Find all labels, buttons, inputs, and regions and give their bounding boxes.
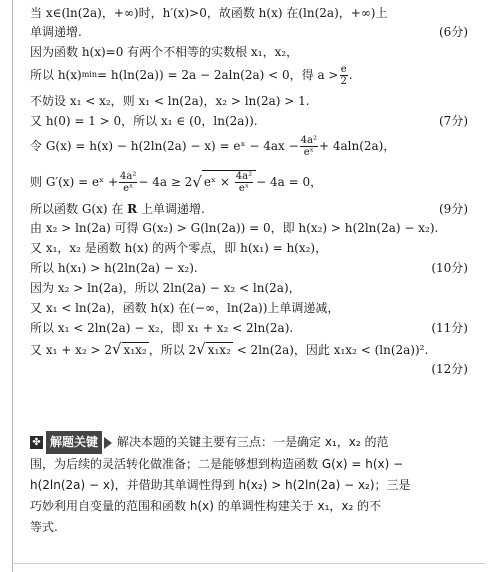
score-mark: (11分) bbox=[431, 321, 468, 335]
score-mark: (9分) bbox=[439, 202, 468, 216]
score-mark: (6分) bbox=[439, 25, 468, 39]
fraction: $\frac{e}{2}$ bbox=[340, 63, 347, 87]
page-bottom-rule bbox=[12, 563, 485, 564]
solution-line-2: 单调递增. (6分) bbox=[30, 25, 468, 39]
solution-line-9: 所以函数 G(x) 在 R 上单调递增. (9分) bbox=[30, 202, 468, 216]
fraction: $\frac{\text{4a²}}{\text{eˣ}}$ bbox=[120, 170, 137, 194]
score-mark: (12分) bbox=[431, 362, 468, 376]
solution-text bbox=[30, 6, 470, 376]
solution-line-14: 又 x₁ < ln(2a)，函数 h(x) 在(−∞，ln(2a))上单调递减， bbox=[30, 301, 340, 315]
solution-line-5: 不妨设 x₁ < x₂，则 x₁ < ln(2a)，x₂ > ln(2a) > 1. bbox=[30, 94, 310, 108]
solution-line-13: 因为 x₂ > ln(2a)，所以 2ln(2a) − x₂ < ln(2a)， bbox=[30, 281, 301, 295]
sqrt-sign: √ bbox=[192, 173, 202, 191]
key-line-5: 等式. bbox=[30, 520, 58, 534]
solution-line-10: 由 x₂ > ln(2a) 可得 G(x₂) > G(ln(2a)) = 0，即 h(x₂) > h(2ln(2a) − x₂). bbox=[30, 221, 439, 235]
solution-line-4: 所以 h(x) min = h(ln(2a)) = 2a − 2aln(2a) < 0，得 a > $\frac{e}{2}$ . bbox=[30, 63, 353, 87]
solution-line-16: 又 x₁ + x₂ > 2√ x₁x₂ ，所以 2√ x₁x₂ < 2ln(2a)，因此 x₁x₂ < (ln(2a))². bbox=[30, 340, 429, 358]
solution-line-1: 当 x∈(ln(2a)，+∞)时，h′(x)>0，故函数 h(x) 在(ln(2a)，+∞)上 bbox=[30, 6, 388, 20]
solution-line-12: 所以 h(x₁) > h(2ln(2a) − x₂). (10分) bbox=[30, 261, 468, 275]
sqrt-sign: √ bbox=[111, 340, 122, 358]
puzzle-icon: ✤ bbox=[30, 436, 43, 449]
key-badge: ✤ 解题关键 bbox=[30, 431, 102, 454]
key-line-1: ✤ 解题关键 解决本题的关键主要有三点：一是确定 x₁，x₂ 的范 bbox=[30, 431, 470, 454]
key-line-2: 围，为后续的灵活转化做准备；二是能够想到构造函数 G(x) = h(x) − bbox=[30, 457, 404, 471]
fraction: $\frac{\text{4a²}}{\text{eˣ}}$ bbox=[300, 134, 317, 158]
arrow-right-icon bbox=[104, 437, 112, 449]
key-points-section bbox=[30, 431, 470, 538]
sqrt-sign: √ bbox=[196, 340, 206, 358]
key-line-4: 巧妙利用自变量的范围和函数 h(x) 的单调性构建关于 x₁，x₂ 的不 bbox=[30, 499, 382, 513]
fraction: $\frac{\text{4a²}}{\text{eˣ}}$ bbox=[235, 171, 253, 194]
solution-line-3: 因为函数 h(x)=0 有两个不相等的实数根 x₁，x₂， bbox=[30, 45, 299, 59]
score-mark: (10分) bbox=[431, 261, 468, 275]
solution-line-7: 令 G(x) = h(x) − h(2ln(2a) − x) = eˣ − 4ax − $\frac{\text{4a²}}{\text{eˣ}}$ + 4aln(2a)， bbox=[30, 134, 396, 158]
solution-line-11: 又 x₁，x₂ 是函数 h(x) 的两个零点，即 h(x₁) = h(x₂)， bbox=[30, 241, 328, 255]
sqrt-body: eˣ × $\frac{\text{4a²}}{\text{eˣ}}$ bbox=[202, 170, 256, 194]
score-mark: (7分) bbox=[439, 114, 468, 128]
solution-line-8: 则 G′(x) = eˣ + $\frac{\text{4a²}}{\text{eˣ}}$ − 4a ≥ 2 √ eˣ × $\frac{\text{4a²}}{\text{eˣ}}$ − 4a = 0， bbox=[30, 170, 323, 194]
solution-line-15: 所以 x₁ < 2ln(2a) − x₂，即 x₁ + x₂ < 2ln(2a). (11分) bbox=[30, 321, 468, 335]
solution-line-17 bbox=[30, 362, 470, 376]
key-line-3: h(2ln(2a) − x)，并借助其单调性得到 h(x₂) > h(2ln(2a) − x₂)；三是 bbox=[30, 478, 411, 492]
solution-line-6: 又 h(0) = 1 > 0，所以 x₁ ∈ (0，ln(2a)). (7分) bbox=[30, 114, 468, 128]
